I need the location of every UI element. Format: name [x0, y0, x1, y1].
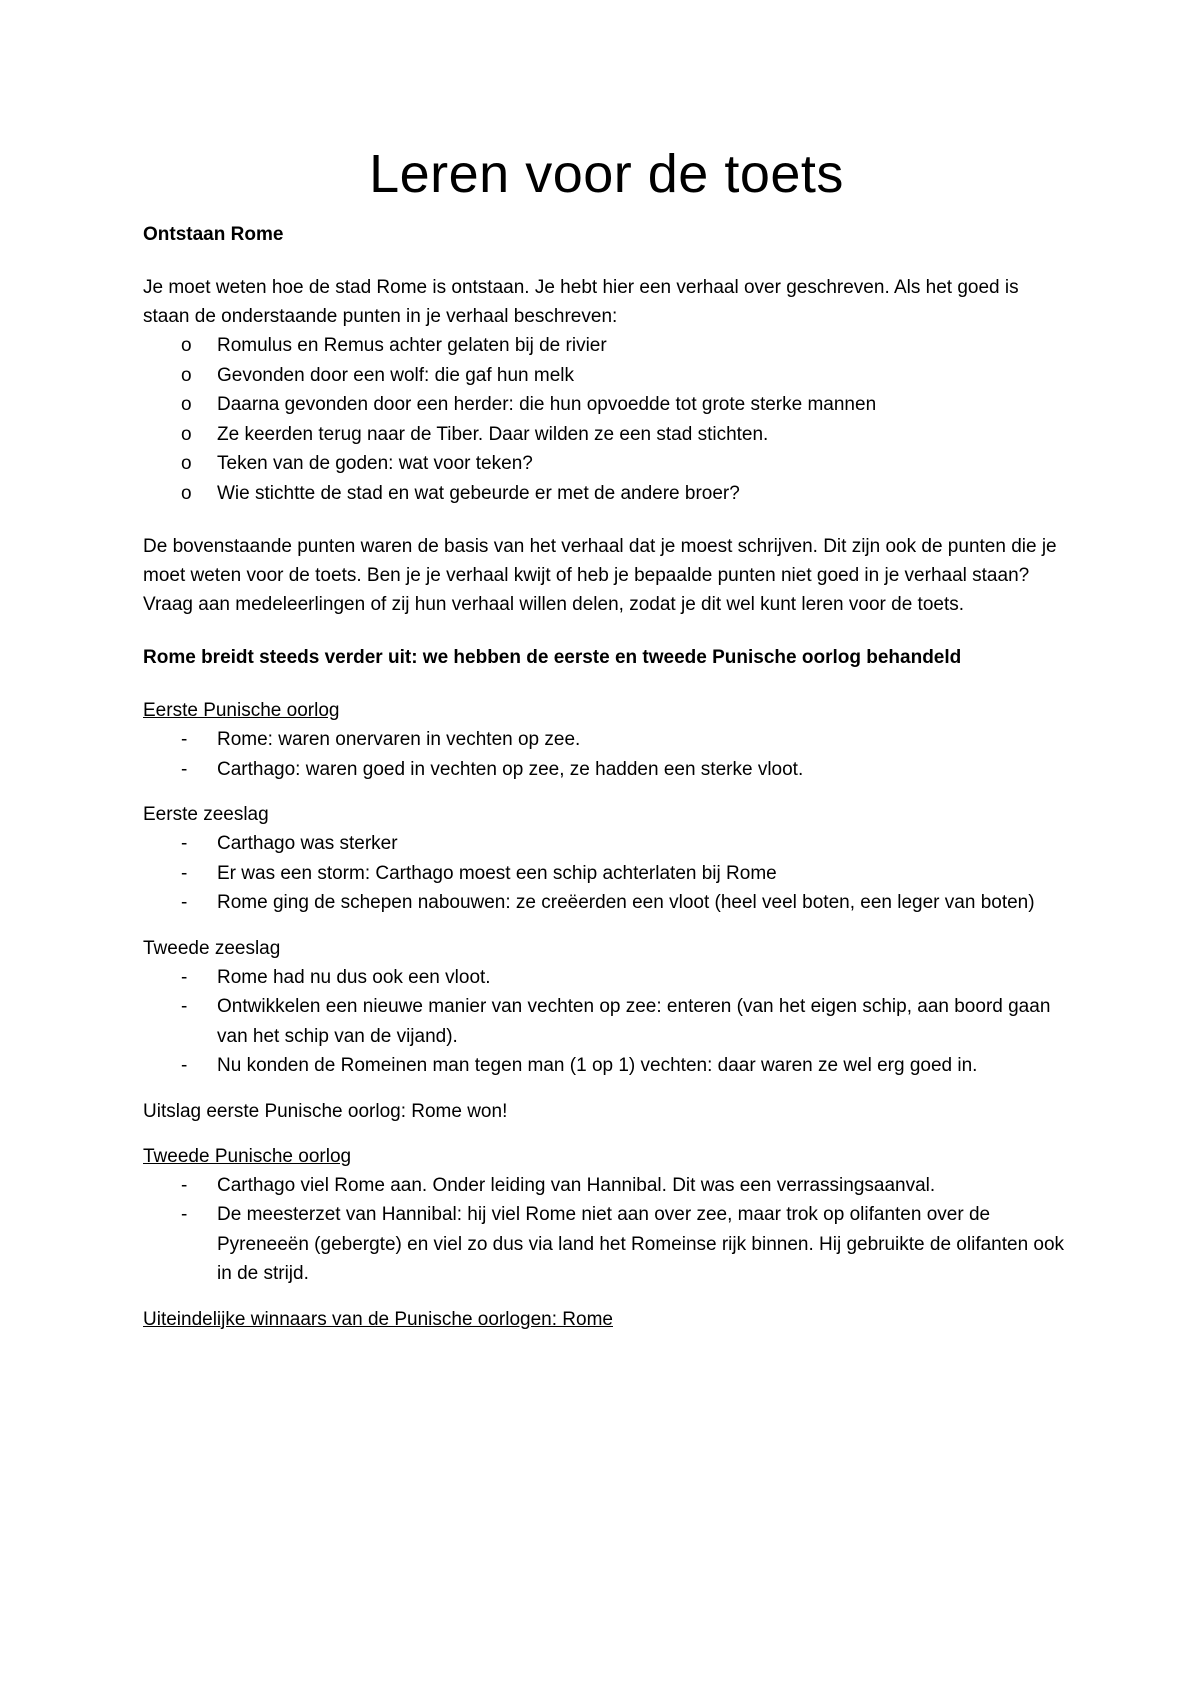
section-heading-ontstaan-rome: Ontstaan Rome [143, 224, 284, 245]
list-item: o Teken van de goden: wat voor teken? [143, 449, 1070, 479]
circle-bullet-icon: o [181, 364, 192, 386]
first-battle-list [143, 829, 1070, 918]
section-heading-punische-oorlogen: Rome breidt steeds verder uit: we hebben de eerste en tweede Punische oorlog behandeld [143, 647, 962, 668]
dash-bullet-icon: - [181, 833, 188, 854]
first-war-list [143, 725, 1070, 784]
circle-bullet-icon: o [181, 453, 192, 474]
list-item: o Daarna gevonden door een herder: die hun opvoedde tot grote sterke mannen [143, 390, 1070, 420]
list-item: - Rome had nu dus ook een vloot. [143, 963, 1070, 993]
dash-bullet-icon: - [181, 996, 188, 1017]
list-item: - Ontwikkelen een nieuwe manier van vechten op zee: enteren (van het eigen schip, aan boord gaan van het schip van de vijand). [143, 992, 1070, 1051]
list-item: o Romulus en Remus achter gelaten bij de rivier [143, 331, 1070, 361]
dash-bullet-icon: - [181, 862, 188, 884]
dash-bullet-icon: - [181, 1055, 188, 1076]
circle-bullet-icon: o [181, 394, 192, 415]
second-battle-list [143, 963, 1070, 1081]
subheading-eerste-punische-oorlog: Eerste Punische oorlog [143, 700, 340, 721]
origin-points-list [143, 331, 1070, 508]
subheading-eerste-zeeslag: Eerste zeeslag [143, 804, 269, 825]
list-item: - Rome: waren onervaren in vechten op zee. [143, 725, 1070, 755]
subheading-tweede-punische-oorlog: Tweede Punische oorlog [143, 1145, 352, 1167]
list-item: - Nu konden de Romeinen man tegen man (1 op 1) vechten: daar waren ze wel erg goed in. [143, 1051, 1070, 1081]
list-item: - De meesterzet van Hannibal: hij viel Rome niet aan over zee, maar trok op olifanten over de Pyreneeën (gebergte) en viel zo dus via land het Romeinse rijk binnen. Hij gebruikte de olifanten ook in de strijd. [143, 1200, 1070, 1289]
dash-bullet-icon: - [181, 1204, 188, 1225]
circle-bullet-icon: o [181, 335, 192, 356]
second-war-list [143, 1171, 1070, 1289]
final-result: Uiteindelijke winnaars van de Punische oorlogen: Rome [143, 1308, 613, 1330]
dash-bullet-icon: - [181, 758, 188, 780]
dash-bullet-icon: - [181, 966, 188, 988]
intro-paragraph: Je moet weten hoe de stad Rome is ontstaan. Je hebt hier een verhaal over geschreven. Als het goed is staan de onderstaande punten in je verhaal beschreven: [143, 277, 1019, 327]
list-item: o Wie stichtte de stad en wat gebeurde er met de andere broer? [143, 479, 1070, 509]
circle-bullet-icon: o [181, 482, 192, 504]
dash-bullet-icon: - [181, 892, 188, 913]
list-item: - Rome ging de schepen nabouwen: ze creëerden een vloot (heel veel boten, een leger van boten) [143, 888, 1070, 918]
list-item: o Ze keerden terug naar de Tiber. Daar wilden ze een stad stichten. [143, 420, 1070, 450]
dash-bullet-icon: - [181, 729, 188, 750]
list-item: - Carthago viel Rome aan. Onder leiding van Hannibal. Dit was een verrassingsaanval. [143, 1171, 1070, 1201]
subheading-tweede-zeeslag: Tweede zeeslag [143, 937, 281, 959]
dash-bullet-icon: - [181, 1174, 188, 1196]
list-item: - Carthago: waren goed in vechten op zee, ze hadden een sterke vloot. [143, 755, 1070, 785]
outro-paragraph: De bovenstaande punten waren de basis van het verhaal dat je moest schrijven. Dit zijn ook de punten die je moet weten voor de toets. Ben je je verhaal kwijt of heb je bepaalde punten niet goed in je verhaal staan? Vraag aan medeleerlingen of zij hun verhaal willen delen, zodat je dit wel kunt leren voor de toets. [143, 536, 1057, 615]
document-title: Leren voor de toets [369, 144, 844, 204]
circle-bullet-icon: o [181, 423, 192, 445]
list-item: - Er was een storm: Carthago moest een schip achterlaten bij Rome [143, 859, 1070, 889]
list-item: - Carthago was sterker [143, 829, 1070, 859]
list-item: o Gevonden door een wolf: die gaf hun melk [143, 361, 1070, 391]
first-war-result: Uitslag eerste Punische oorlog: Rome won! [143, 1100, 508, 1122]
